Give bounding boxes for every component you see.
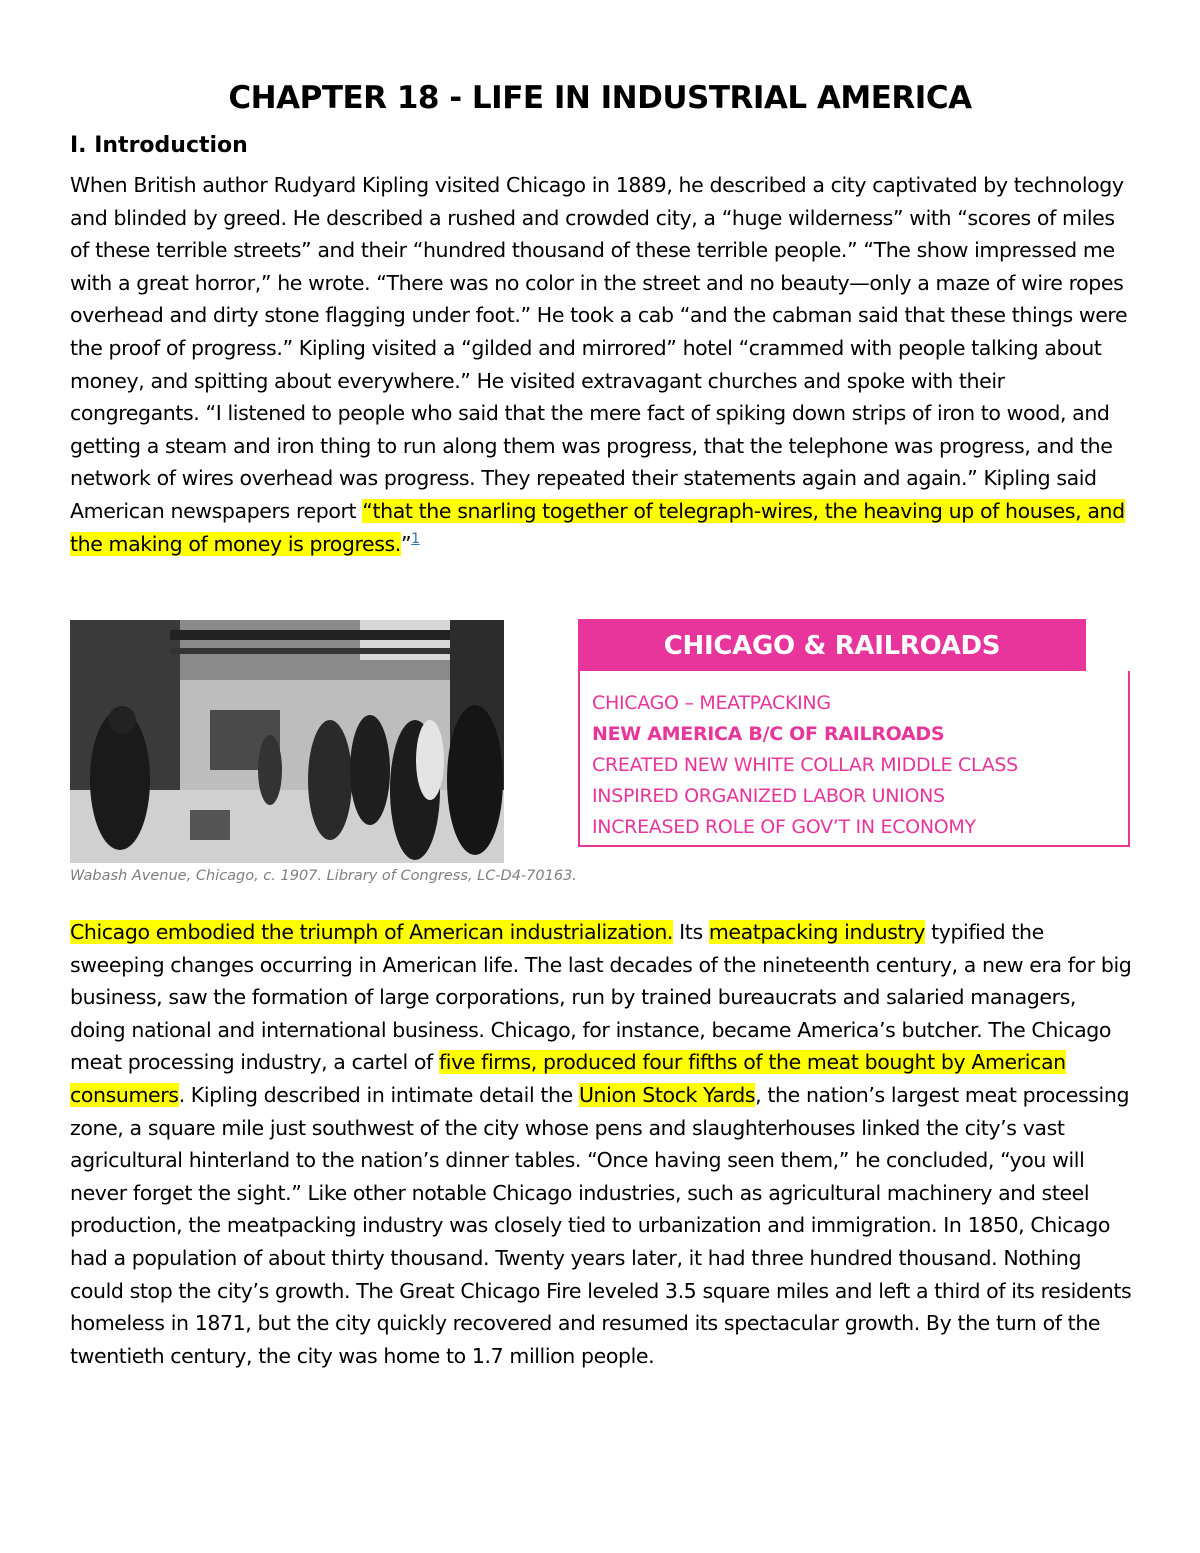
highlight-meatpacking: meatpacking industry <box>708 920 925 944</box>
sidebar-item: CHICAGO – MEATPACKING <box>592 692 831 714</box>
sidebar-item: INCREASED ROLE OF GOV’T IN ECONOMY <box>592 816 976 838</box>
photo-caption: Wabash Avenue, Chicago, c. 1907. Library of Congress, LC-D4-70163. <box>70 868 577 884</box>
sidebar-list <box>592 688 1018 843</box>
street-scene-image <box>70 620 504 863</box>
sidebar-item: NEW AMERICA B/C OF RAILROADS <box>592 723 945 745</box>
text-run: , the nation’s largest meat processing zone, a square mile just southwest of the city whose pens and slaughterhouses linked the city’s vast agricultural hinterland to the nation’s dinner tables. “Once having seen them,” he concluded, “you will never forget the sight.” Like other notable Chicago industries, such as agricultural machinery and steel production, the meatpacking industry was closely tied to urbanization and immigration. In 1850, Chicago had a population of about thirty thousand. Twenty years later, it had three hundred thousand. Nothing could stop the city’s growth. The Great Chicago Fire leveled 3.5 square miles and left a third of its residents homeless in 1871, but the city quickly recovered and resumed its spectacular growth. By the turn of the twentieth century, the city was home to 1.7 million people. <box>70 1082 1132 1368</box>
highlight-triumph: Chicago embodied the triumph of American industrialization. <box>70 920 674 944</box>
intro-paragraph <box>70 169 1135 560</box>
sidebar-header: CHICAGO & RAILROADS <box>578 619 1086 671</box>
sidebar-item: INSPIRED ORGANIZED LABOR UNIONS <box>592 785 945 807</box>
highlight-five-firms: five firms, produced four fifths of the meat bought by American consumers <box>70 1050 1066 1107</box>
text-run: . Kipling described in intimate detail the <box>178 1082 579 1107</box>
chicago-paragraph <box>70 916 1135 1372</box>
close-quote: ” <box>400 531 412 556</box>
page-title: CHAPTER 18 - LIFE IN INDUSTRIAL AMERICA <box>228 80 972 116</box>
text-run: typified the sweeping changes occurring in American life. The last decades of the nineteenth century, a new era for big business, saw the formation of large corporations, run by trained bureaucrats and salaried managers, doing national and international business. Chicago, for instance, became America’s butcher. The Chicago meat processing industry, a cartel of <box>70 920 1132 1075</box>
text-run: Its <box>673 920 709 944</box>
sidebar-item: CREATED NEW WHITE COLLAR MIDDLE CLASS <box>592 754 1018 776</box>
wabash-avenue-photo <box>70 620 504 863</box>
section-heading: I. Introduction <box>70 133 248 158</box>
highlight-stock-yards: Union Stock Yards <box>578 1082 756 1107</box>
intro-text: When British author Rudyard Kipling visited Chicago in 1889, he described a city captivated by technology and blinded by greed. He described a rushed and crowded city, a “huge wilderness” with “scores of miles of these terrible streets” and their “hundred thousand of these terrible people.” “The show impressed me with a great horror,” he wrote. “There was no color in the street and no beauty—only a maze of wire ropes overhead and dirty stone flagging under foot.” He took a cab “and the cabman said that these things were the proof of progress.” Kipling visited a “gilded and mirrored” hotel “crammed with people talking about money, and spitting about everywhere.” He visited extravagant churches and spoke with their congregants. “I listened to people who said that the mere fact of spiking down strips of iron to wood, and getting a steam and iron thing to run along them was progress, that the telephone was progress, and the network of wires overhead was progress. They repeated their statements again and again.” Kipling said American newspapers report <box>70 173 1128 523</box>
highlighted-quote: “that the snarling together of telegraph-wires, the heaving up of houses, and the making of money is progress. <box>70 498 1125 556</box>
footnote-link[interactable]: 1 <box>411 530 420 547</box>
